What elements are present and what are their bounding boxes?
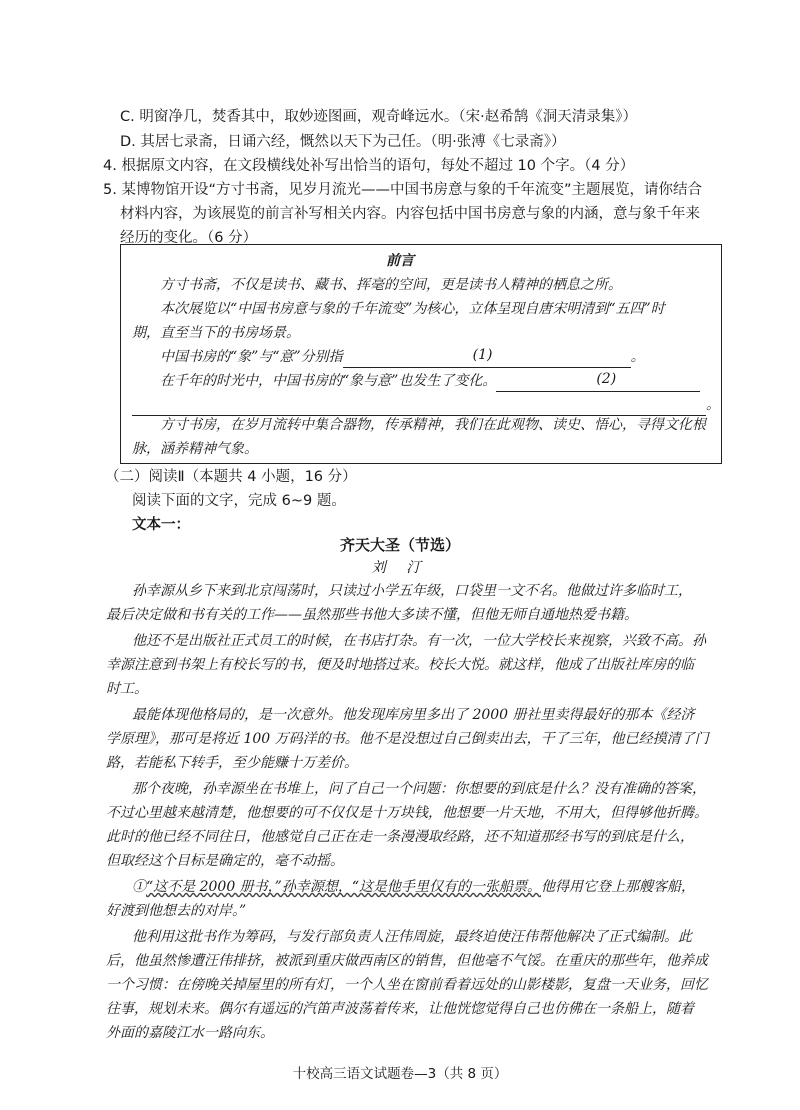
article-p6a: 他利用这批书作为筹码，与发行部负责人汪伟周旋，最终迫使汪伟帮他解决了正式编制。此: [132, 929, 692, 945]
option-d: D. 其居七录斋，日诵六经，慨然以天下为己任。（明·张溥《七录斋》）: [120, 134, 566, 150]
preface-para-1: 方寸书斋，不仅是读书、藏书、挥毫的空间，更是读书人精神的栖息之所。: [160, 277, 622, 293]
preface-para-6a: 方寸书房，在岁月流转中集合器物，传承精神，我们在此观物、读史、悟心，寻得文化根: [160, 417, 706, 433]
article-author: 刘 汀: [371, 560, 429, 576]
preface-para-6b: 脉，涵养精神气象。: [132, 441, 258, 457]
article-p4a: 那个夜晚，孙幸源坐在书堆上，问了自己一个问题：你想要的到底是什么？没有准确的答案，: [132, 781, 706, 797]
article-p4b: 不过心里越来越清楚，他想要的可不仅仅是十万块钱，他想要一片天地，不用大，但得够他折腾。: [106, 805, 708, 821]
blank-2-number: (2): [596, 371, 617, 387]
article-p4d: 但取经这个目标是确定的，毫不动摇。: [106, 853, 344, 869]
article-p4c: 此时的他已经不同往日，他感觉自己正在走一条漫漫取经路，还不知道那经书写的到底是什么，: [106, 829, 694, 845]
article-p6c: 一个习惯：在傍晚关掉屋里的所有灯，一个人坐在窗前看着远处的山影楼影，复盘一天业务，回忆: [106, 977, 708, 993]
preface-para-2a: 本次展览以“中国书房意与象的千年流变”为核心，立体呈现自唐宋明清到“五四”时: [160, 301, 665, 317]
article-p6b: 后，他虽然惨遭汪伟排挤，被派到重庆做西南区的销售，但他毫不气馁。在重庆的那些年，他养成: [106, 953, 708, 969]
article-p6e: 外面的嘉陵江水一路向东。: [106, 1025, 274, 1041]
article-p5b: 好渡到他想去的对岸。”: [106, 903, 247, 919]
article-p2a: 他还不是出版社正式员工的时候，在书店打杂。有一次，一位大学校长来视察，兴致不高。孙: [132, 633, 706, 649]
preface-para-4: [160, 370, 700, 392]
question-5-line2: 材料内容，为该展览的前言补写相关内容。内容包括中国书房意与象的内涵，意与象千年来: [120, 206, 700, 222]
article-p3c: 路，若能私下转手，至少能赚十万差价。: [106, 755, 358, 771]
preface-para-3-end: 。: [630, 349, 645, 365]
paragraph-marker: ①: [132, 879, 146, 895]
question-4: 4. 根据原文内容，在文段横线处补写出恰当的语句，每处不超过 10 个字。（4 分）: [103, 158, 635, 174]
article-title: 齐天大圣（节选）: [339, 536, 460, 554]
preface-para-4-text: 在千年的时光中，中国书房的“象与意”也发生了变化。: [160, 373, 497, 389]
question-5-line3: 经历的变化。（6 分）: [120, 230, 258, 246]
blank-1-number: (1): [472, 347, 493, 363]
article-p3a: 最能体现他格局的，是一次意外。他发现库房里多出了 2000 册社里卖得最好的那本《经济: [132, 707, 695, 723]
question-5-line1: 5. 某博物馆开设“方寸书斋，见岁月流光——中国书房意与象的千年流变”主题展览，请你结合: [103, 182, 702, 198]
article-p5a: [132, 876, 695, 898]
section-instruction: 阅读下面的文字，完成 6~9 题。: [132, 493, 346, 509]
preface-para-3-text: 中国书房的“象”与“意”分别指: [160, 349, 343, 365]
preface-para-5: [132, 394, 720, 416]
answer-blank-2-line1[interactable]: [496, 373, 700, 392]
text-label: 文本一：: [132, 517, 190, 533]
preface-title: 前言: [386, 253, 414, 269]
article-p2c: 时工。: [106, 681, 148, 697]
answer-blank-1[interactable]: [343, 349, 631, 368]
option-c: C. 明窗净几，焚香其中，取妙迹图画，观奇峰远水。（宋·赵希鹄《洞天清录集》）: [120, 109, 637, 125]
article-p5a-rest: 他得用它登上那艘客船，: [541, 879, 695, 895]
section-header: （二）阅读Ⅱ（本题共 4 小题，16 分）: [105, 469, 357, 485]
page-footer: 十校高三语文试题卷—3（共 8 页）: [292, 1066, 508, 1082]
preface-para-2b: 期，直至当下的书房场景。: [132, 325, 300, 341]
article-p3b: 学原理》，那可是将近 100 万码洋的书。他不是没想过自己倒卖出去，干了三年，他已经摸清了门: [106, 731, 709, 747]
article-p6d: 往事，规划未来。偶尔有遥远的汽笛声波荡着传来，让他恍惚觉得自己也仿佛在一条船上，随着: [106, 1001, 694, 1017]
preface-para-5-end: 。: [706, 397, 720, 413]
preface-para-3: [160, 346, 645, 368]
marked-sentence: “这不是 2000 册书，”孙幸源想，“这是他手里仅有的一张船票。: [146, 879, 541, 895]
article-p2b: 幸源注意到书架上有校长写的书，便及时地搭过来。校长大悦。就这样，他成了出版社库房的临: [106, 657, 694, 673]
article-p1b: 最后决定做和书有关的工作——虽然那些书他大多读不懂，但他无师自通地热爱书籍。: [106, 607, 638, 623]
article-p1a: 孙幸源从乡下来到北京闯荡时，只读过小学五年级，口袋里一文不名。他做过许多临时工，: [132, 583, 692, 599]
